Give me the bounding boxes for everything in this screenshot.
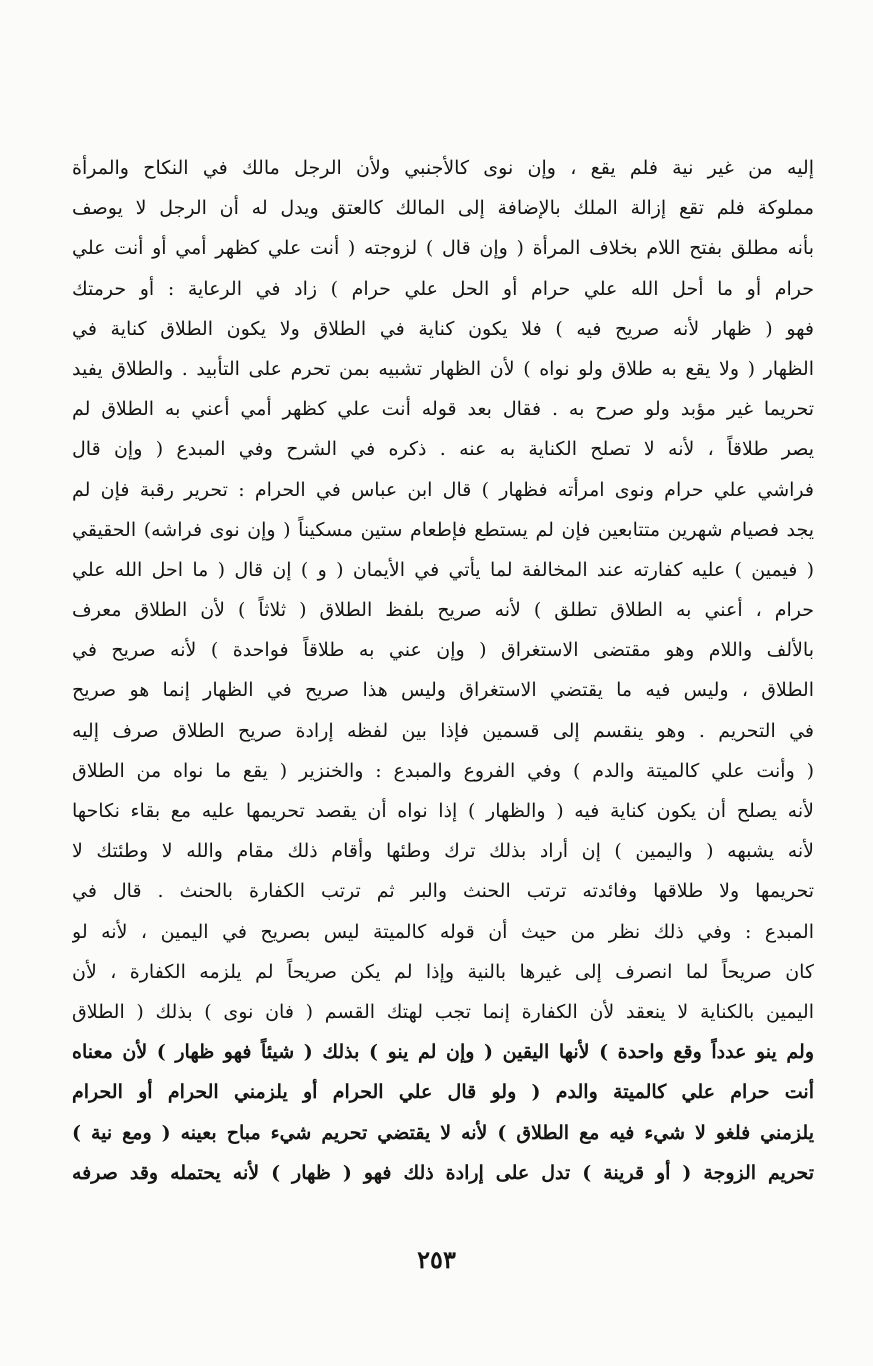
text-line: ولم ينو عدداً وقع واحدة ) لأنها اليقين ( وإن لم ينو ) بذلك ( شيئاً فهو ظهار ) لأن معناه [72, 1041, 814, 1064]
text-line: لأنه يصلح أن يكون كناية فيه ( والظهار ) إذا نواه أن يقصد تحريمها عليه مع بقاء نكاحها [72, 800, 814, 822]
text-line: بأنه مطلق بفتح اللام بخلاف المرأة ( وإن قال ) لزوجته ( أنت علي كظهر أمي أو أنت علي [72, 237, 814, 260]
text-line: لأنه يشبهه ( واليمين ) إن أراد بذلك ترك وطئها وأقام ذلك مقام والله لا وطئتك لا [72, 840, 814, 863]
text-line: اليمين بالكناية لا ينعقد لأن الكفارة إنما تجب لهتك القسم ( فان نوى ) بذلك ( الطلاق [72, 1000, 814, 1023]
text-line: يجد فصيام شهرين متتابعين فإن لم يستطع فإطعام ستين مسكيناً ( وإن نوى فراشه) الحقيقي [72, 518, 814, 541]
text-line: كان صريحاً لما انصرف إلى غيرها بالنية وإذا لم يكن صريحاً لم يلزمه الكفارة ، لأن [72, 960, 814, 983]
text-line: المبدع : وفي ذلك نظر من حيث أن قوله كالميتة ليس بصريح في اليمين ، لأنه لو [72, 920, 814, 943]
text-line: يصر طلاقاً ، لأنه لا تصلح الكناية به عنه . ذكره في الشرح وفي المبدع ( وإن قال [72, 438, 814, 461]
page-number: ٢٥٣ [417, 1245, 456, 1274]
text-line: حرام ، أعني به الطلاق تطلق ) لأنه صريح بلفظ الطلاق ( ثلاثاً ) لأن الطلاق معرف [72, 599, 814, 622]
text-line: حرام أو ما أحل الله علي حرام أو الحل علي حرام ) زاد في الرعاية : أو حرمتك [72, 277, 814, 300]
text-line: بالألف واللام وهو مقتضى الاستغراق ( وإن عني به طلاقاً فواحدة ) لأنه صريح في [72, 639, 814, 662]
text-line: ( وأنت علي كالميتة والدم ) وفي الفروع والمبدع : والخنزير ( يقع ما نواه من الطلاق [72, 759, 814, 782]
text-line: فهو ( ظهار لأنه صريح فيه ) فلا يكون كناية في الطلاق ولا يكون الطلاق كناية في [72, 317, 814, 340]
text-line: يلزمني فلغو لا شيء فيه مع الطلاق ) لأنه لا يقتضي تحريم شيء مباح بعينه ( ومع نية ) [72, 1121, 814, 1144]
text-line: تحريم الزوجة ( أو قرينة ) تدل على إرادة ذلك فهو ( ظهار ) لأنه يحتمله وقد صرفه [72, 1161, 814, 1184]
text-line: فراشي علي حرام ونوى امرأته فظهار ) قال ابن عباس في الحرام : تحرير رقبة فإن لم [72, 478, 814, 501]
text-line: الظهار ( ولا يقع به طلاق ولو نواه ) لأن الظهار تشبيه بمن تحرم على التأبيد . والطلاق يفيد [72, 357, 814, 380]
text-line: الطلاق ، وليس فيه ما يقتضي الاستغراق وليس هذا صريح في الظهار إنما هو صريح [72, 679, 814, 702]
text-line: في التحريم . وهو ينقسم إلى قسمين فإذا بين لفظه إرادة صريح الطلاق صرف إليه [72, 719, 814, 742]
text-line: مملوكة فلم تقع إزالة الملك بالإضافة إلى المالك كالعتق ويدل له أن الرجل لا يوصف [72, 197, 814, 220]
body-text [72, 148, 814, 1193]
text-line: تحريمها ولا طلاقها وفائدته ترتب الحنث والبر ثم ترتب الكفارة بالحنث . قال في [72, 880, 814, 903]
text-line: ( فيمين ) عليه كفارته عند المخالفة لما يأتي في الأيمان ( و ) إن قال ( ما احل الله علي [72, 558, 814, 581]
text-line: تحريما غير مؤبد ولو صرح به . فقال بعد قوله أنت علي كظهر أمي أعني به الطلاق لم [72, 398, 814, 421]
text-line: أنت حرام علي كالميتة والدم ( ولو قال علي الحرام أو يلزمني الحرام أو الحرام [72, 1081, 814, 1104]
text-line: إليه من غير نية فلم يقع ، وإن نوى كالأجنبي ولأن الرجل مالك في النكاح والمرأة [72, 157, 814, 179]
